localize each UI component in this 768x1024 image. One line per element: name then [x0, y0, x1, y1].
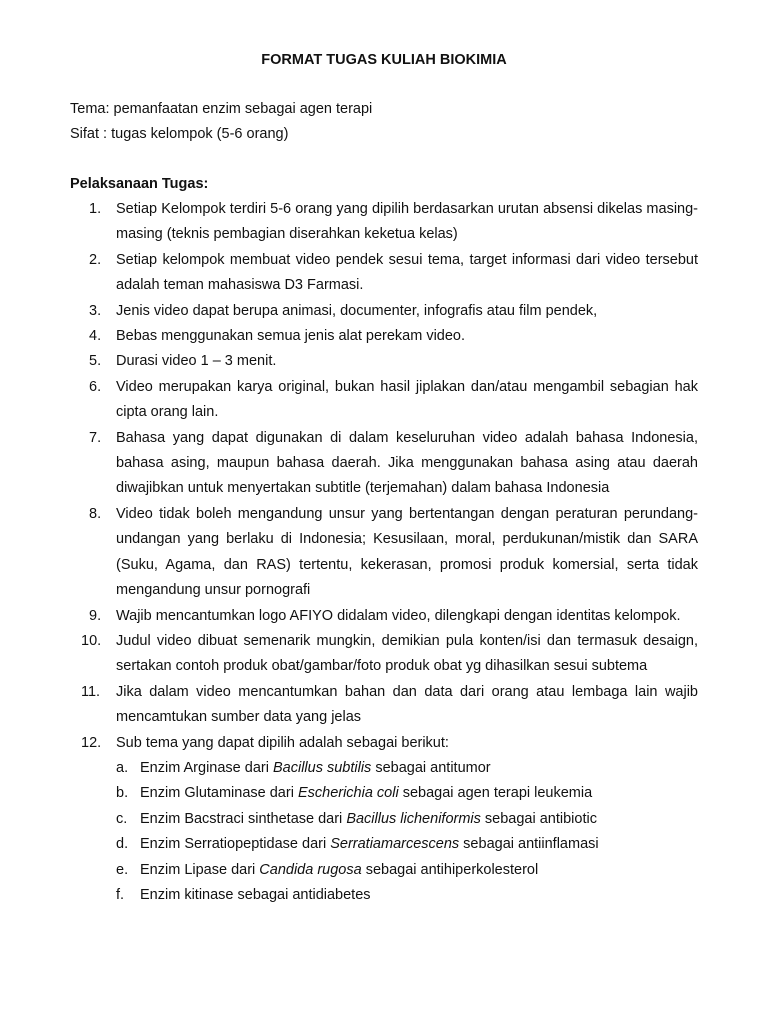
subtheme-letter: f. — [116, 886, 125, 903]
subtheme-item — [70, 858, 698, 883]
task-item — [70, 680, 698, 731]
task-item — [70, 629, 698, 680]
task-text: Judul video dibuat semenarik mungkin, demikian pula konten/isi dan termasuk desaign, sertakan contoh produk obat/gambar/foto produk obat yg dihasilkan sesui subtema — [116, 632, 698, 675]
subtheme-item — [70, 781, 698, 806]
task-text: Sub tema yang dapat dipilih adalah sebagai berikut: — [116, 734, 449, 751]
task-text: Durasi video 1 – 3 menit. — [116, 353, 277, 370]
task-item — [70, 731, 698, 909]
task-list — [70, 197, 698, 908]
subtheme-text-pre: Enzim Glutaminase dari — [140, 785, 298, 802]
task-number: 5. — [89, 353, 102, 370]
theme-line: Tema: pemanfaatan enzim sebagai agen terapi — [70, 101, 373, 117]
subtheme-text-post: sebagai antibiotic — [480, 810, 597, 827]
task-number: 8. — [89, 505, 102, 522]
task-number: 12. — [81, 734, 102, 751]
task-text: Video tidak boleh mengandung unsur yang bertentangan dengan peraturan perundang-undangan yang berlaku di Indonesia; Kesusilaan, moral, perdukunan/mistik dan SARA (Suku, Agama, dan RAS) tertentu, kekerasan, promosi produk komersial, serta tidak mengandung unsur pornografi — [116, 505, 698, 599]
subtheme-item — [70, 832, 698, 857]
subtheme-list — [116, 756, 698, 908]
subtheme-text-pre: Enzim Bacstraci sinthetase dari — [140, 810, 347, 827]
task-number: 7. — [89, 429, 102, 446]
task-item — [70, 197, 698, 248]
subtheme-item — [70, 807, 698, 832]
task-number: 1. — [89, 201, 102, 217]
task-number: 11. — [81, 683, 101, 700]
task-item — [70, 299, 698, 324]
subtheme-organism: Serratiamarcescens — [330, 836, 460, 853]
task-item — [70, 324, 698, 349]
task-item — [70, 349, 698, 374]
task-text: Jika dalam video mencantumkan bahan dan data dari orang atau lembaga lain wajib mencamtukan sumber data yang jelas — [116, 683, 698, 726]
task-item — [70, 604, 698, 629]
task-text: Wajib mencantumkan logo AFIYO didalam video, dilengkapi dengan identitas kelompok. — [116, 607, 681, 624]
section-heading: Pelaksanaan Tugas: — [70, 176, 209, 192]
task-text: Setiap Kelompok terdiri 5-6 orang yang dipilih berdasarkan urutan absensi dikelas masing-masing (teknis pembagian diserahkan keketua kelas) — [116, 201, 698, 243]
document-title: FORMAT TUGAS KULIAH BIOKIMIA — [261, 52, 507, 68]
task-number: 9. — [89, 607, 102, 624]
subtheme-organism: Bacillus licheniformis — [346, 810, 481, 827]
subtheme-text-pre: Enzim Lipase dari — [140, 861, 260, 878]
subtheme-organism: Escherichia coli — [297, 785, 399, 802]
subtheme-text-pre: Enzim Arginase dari — [140, 759, 273, 776]
subtheme-text-post: sebagai antihiperkolesterol — [361, 861, 539, 878]
task-text: Jenis video dapat berupa animasi, documenter, infografis atau film pendek, — [116, 302, 598, 319]
task-text: Setiap kelompok membuat video pendek sesui tema, target informasi dari video tersebut adalah teman mahasiswa D3 Farmasi. — [116, 251, 698, 294]
subtheme-organism: Bacillus subtilis — [272, 759, 372, 776]
task-number: 2. — [89, 251, 102, 268]
subtheme-item — [70, 756, 698, 781]
task-number: 6. — [89, 378, 102, 395]
task-item — [70, 248, 698, 299]
nature-line: Sifat : tugas kelompok (5-6 orang) — [70, 126, 289, 142]
task-number: 10. — [81, 632, 102, 649]
subtheme-letter: e. — [116, 861, 129, 878]
subtheme-text-post: sebagai antiinflamasi — [459, 836, 599, 853]
task-item — [70, 502, 698, 604]
task-text: Video merupakan karya original, bukan hasil jiplakan dan/atau mengambil sebagian hak cipta orang lain. — [116, 378, 698, 421]
task-text: Bahasa yang dapat digunakan di dalam keseluruhan video adalah bahasa Indonesia, bahasa asing, maupun bahasa daerah. Jika menggunakan bahasa asing atau daerah diwajibkan untuk menyertakan subtitle (terjemahan) dalam bahasa Indonesia — [116, 429, 698, 497]
subtheme-letter: c. — [116, 810, 128, 827]
subtheme-text-post: sebagai antitumor — [371, 759, 491, 776]
subtheme-text-pre: Enzim Serratiopeptidase dari — [140, 836, 331, 853]
subtheme-item — [70, 883, 698, 908]
task-item — [70, 375, 698, 426]
subtheme-letter: a. — [116, 759, 129, 776]
subtheme-text-pre: Enzim kitinase sebagai antidiabetes — [140, 886, 371, 903]
task-item — [70, 426, 698, 502]
subtheme-text-post: sebagai agen terapi leukemia — [398, 785, 593, 802]
task-text: Bebas menggunakan semua jenis alat perekam video. — [116, 328, 466, 345]
task-number: 3. — [89, 302, 102, 319]
task-number: 4. — [89, 328, 102, 345]
subtheme-letter: d. — [116, 836, 129, 853]
subtheme-organism: Candida rugosa — [259, 861, 362, 878]
subtheme-letter: b. — [116, 785, 129, 802]
document-meta — [70, 97, 698, 147]
